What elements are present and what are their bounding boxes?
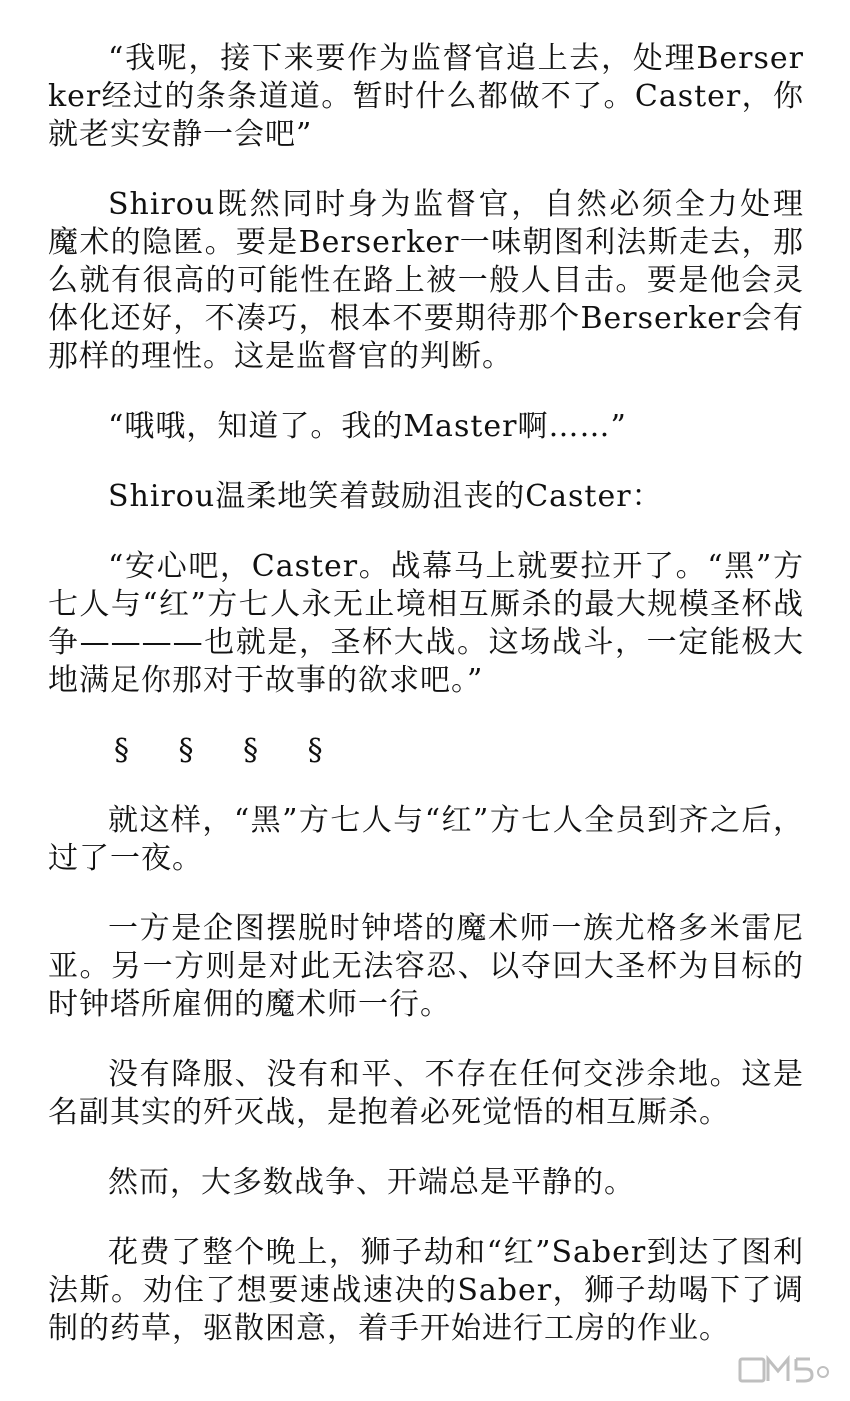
- paragraph-4: Shirou温柔地笑着鼓励沮丧的Caster：: [108, 479, 663, 514]
- paragraph-3: “哦哦，知道了。我的Master啊……”: [108, 409, 627, 444]
- paragraph-8: 没有降服、没有和平、不存在任何交涉余地。这是名副其实的歼灭战，是抱着必死觉悟的相互厮杀。: [48, 1057, 804, 1130]
- paragraph-2: Shirou既然同时身为监督官，自然必须全力处理魔术的隐匿。要是Berserker一味朝图利法斯走去，那么就有很高的可能性在路上被一般人目击。要是他会灵体化还好，不凑巧，根本不要期待那个Berserker会有那样的理性。这是监督官的判断。: [48, 187, 804, 374]
- text-body: [48, 40, 804, 1380]
- paragraph-9: 然而，大多数战争、开端总是平静的。: [108, 1165, 635, 1200]
- section-separator: § § § §: [114, 733, 343, 768]
- paragraph-5: “安心吧，Caster。战幕马上就要拉开了。“黑”方七人与“红”方七人永无止境相互厮杀的最大规模圣杯战争————也就是，圣杯大战。这场战斗，一定能极大地满足你那对于故事的欲求吧。”: [48, 549, 804, 698]
- paragraph-10: 花费了整个晚上，狮子劫和“红”Saber到达了图利法斯。劝住了想要速战速决的Saber，狮子劫喝下了调制的药草，驱散困意，着手开始进行工房的作业。: [48, 1235, 804, 1346]
- paragraph-1: “我呢，接下来要作为监督官追上去，处理Berserker经过的条条道道。暂时什么都做不了。Caster，你就老实安静一会吧”: [48, 41, 804, 152]
- paragraph-7: 一方是企图摆脱时钟塔的魔术师一族尤格多米雷尼亚。另一方则是对此无法容忍、以夺回大圣杯为目标的时钟塔所雇佣的魔术师一行。: [48, 911, 804, 1022]
- paragraph-6: 就这样，“黑”方七人与“红”方七人全员到齐之后，过了一夜。: [48, 803, 804, 876]
